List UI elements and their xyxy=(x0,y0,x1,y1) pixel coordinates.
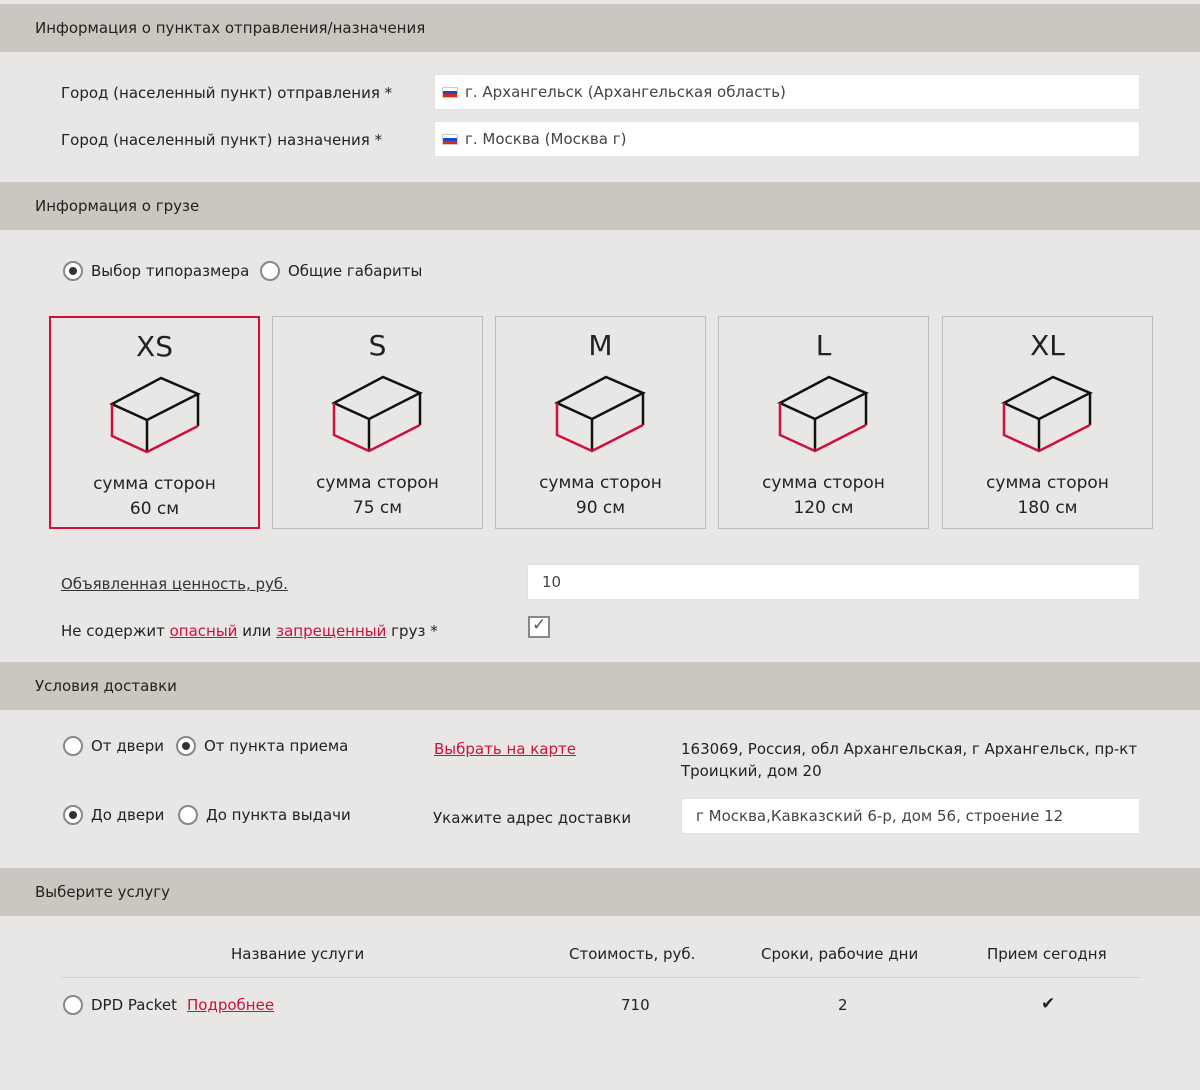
size-card-s[interactable] xyxy=(272,316,483,529)
size-caption-line2: 90 см xyxy=(575,498,626,518)
declared-value-input[interactable] xyxy=(527,564,1140,600)
choose-on-map-container xyxy=(434,740,576,758)
box-icon xyxy=(109,376,203,456)
cargo-section-header xyxy=(0,182,1200,230)
pickup-radio-point[interactable] xyxy=(176,736,348,756)
size-caption xyxy=(273,471,482,521)
dropoff-radio-door[interactable] xyxy=(63,805,164,825)
size-caption-line2: 120 см xyxy=(793,498,854,518)
size-caption-line1: сумма сторон xyxy=(93,474,216,494)
size-letter: XS xyxy=(136,330,173,363)
pickup-radio-door[interactable] xyxy=(63,736,164,756)
mode-size-label: Выбор типоразмера xyxy=(91,262,250,280)
route-section-title: Информация о пунктах отправления/назначения xyxy=(35,19,426,37)
no-danger-suffix: груз * xyxy=(391,622,438,640)
delivery-address-input[interactable] xyxy=(681,798,1140,834)
from-city-input[interactable] xyxy=(434,74,1140,110)
radio-circle[interactable] xyxy=(176,736,196,756)
size-caption xyxy=(719,471,928,521)
declared-value-label[interactable] xyxy=(61,575,288,593)
box-icon xyxy=(1001,375,1095,455)
pickup-point-label: От пункта приема xyxy=(204,737,349,755)
forbidden-link[interactable]: запрещенный xyxy=(276,622,387,640)
no-danger-prefix: Не содержит xyxy=(61,622,165,640)
service-section-title: Выберите услугу xyxy=(35,883,170,901)
delivery-section-header xyxy=(0,662,1200,710)
size-card-xs[interactable] xyxy=(49,316,260,529)
size-caption-line1: сумма сторон xyxy=(762,473,885,493)
checkmark-icon: ✔ xyxy=(1041,994,1056,1014)
service-price: 710 xyxy=(621,996,650,1014)
dangerous-link[interactable]: опасный xyxy=(169,622,238,640)
service-details-link[interactable]: Подробнее xyxy=(187,996,275,1014)
radio-circle[interactable] xyxy=(63,736,83,756)
size-letter: L xyxy=(815,329,832,362)
size-caption-line1: сумма сторон xyxy=(539,473,662,493)
delivery-address-label: Укажите адрес доставки xyxy=(433,809,632,827)
size-caption-line2: 75 см xyxy=(352,498,403,518)
pickup-address xyxy=(681,738,1137,782)
column-service-name: Название услуги xyxy=(231,945,365,963)
service-section-header xyxy=(0,868,1200,916)
delivery-section-title: Условия доставки xyxy=(35,677,177,695)
mode-radio-size[interactable] xyxy=(63,261,249,281)
to-city-value: г. Москва (Москва г) xyxy=(465,130,627,148)
box-icon xyxy=(777,375,871,455)
no-danger-middle: или xyxy=(242,622,272,640)
column-price: Стоимость, руб. xyxy=(569,945,696,963)
pickup-address-line1: 163069, Россия, обл Архангельская, г Архангельск, пр-кт xyxy=(681,740,1138,758)
radio-circle[interactable] xyxy=(178,805,198,825)
dropoff-door-label: До двери xyxy=(91,806,165,824)
size-card-l[interactable] xyxy=(718,316,929,529)
table-divider xyxy=(61,977,1141,978)
from-city-value: г. Архангельск (Архангельская область) xyxy=(465,83,786,101)
size-letter: S xyxy=(368,329,387,362)
size-caption xyxy=(496,471,705,521)
radio-circle[interactable] xyxy=(260,261,280,281)
size-card-xl[interactable] xyxy=(942,316,1153,529)
size-letter: XL xyxy=(1030,329,1065,362)
column-today: Прием сегодня xyxy=(987,945,1107,963)
radio-circle[interactable] xyxy=(63,261,83,281)
mode-radio-dimensions[interactable] xyxy=(260,261,422,281)
service-days: 2 xyxy=(838,996,848,1014)
dropoff-radio-point[interactable] xyxy=(178,805,351,825)
radio-circle[interactable] xyxy=(63,995,83,1015)
size-caption-line2: 180 см xyxy=(1017,498,1078,518)
pickup-address-line2: Троицкий, дом 20 xyxy=(681,762,822,780)
size-letter: M xyxy=(588,329,613,362)
check-icon: ✓ xyxy=(532,615,547,635)
no-danger-label xyxy=(61,622,438,640)
size-caption-line2: 60 см xyxy=(129,499,180,519)
size-caption xyxy=(51,472,258,522)
box-icon xyxy=(554,375,648,455)
mode-dimensions-label: Общие габариты xyxy=(288,262,423,280)
size-card-m[interactable] xyxy=(495,316,706,529)
size-caption-line1: сумма сторон xyxy=(316,473,439,493)
delivery-address-value: г Москва,Кавказский 6-р, дом 56, строение 12 xyxy=(696,807,1064,825)
from-city-label: Город (населенный пункт) отправления * xyxy=(61,84,393,102)
dropoff-point-label: До пункта выдачи xyxy=(206,806,351,824)
russia-flag-icon xyxy=(442,87,458,98)
service-radio[interactable] xyxy=(63,995,274,1015)
column-days: Сроки, рабочие дни xyxy=(761,945,919,963)
radio-circle[interactable] xyxy=(63,805,83,825)
service-name: DPD Packet xyxy=(91,996,177,1014)
no-danger-checkbox[interactable] xyxy=(528,616,550,638)
to-city-label: Город (населенный пункт) назначения * xyxy=(61,131,383,149)
declared-value-text: 10 xyxy=(542,573,562,591)
pickup-door-label: От двери xyxy=(91,737,165,755)
size-caption-line1: сумма сторон xyxy=(986,473,1109,493)
cargo-section-title: Информация о грузе xyxy=(35,197,200,215)
box-icon xyxy=(331,375,425,455)
declared-value-link[interactable]: Объявленная ценность, руб. xyxy=(61,575,288,593)
to-city-input[interactable] xyxy=(434,121,1140,157)
size-caption xyxy=(943,471,1152,521)
russia-flag-icon xyxy=(442,134,458,145)
choose-on-map-link[interactable]: Выбрать на карте xyxy=(434,740,576,758)
route-section-header xyxy=(0,4,1200,52)
